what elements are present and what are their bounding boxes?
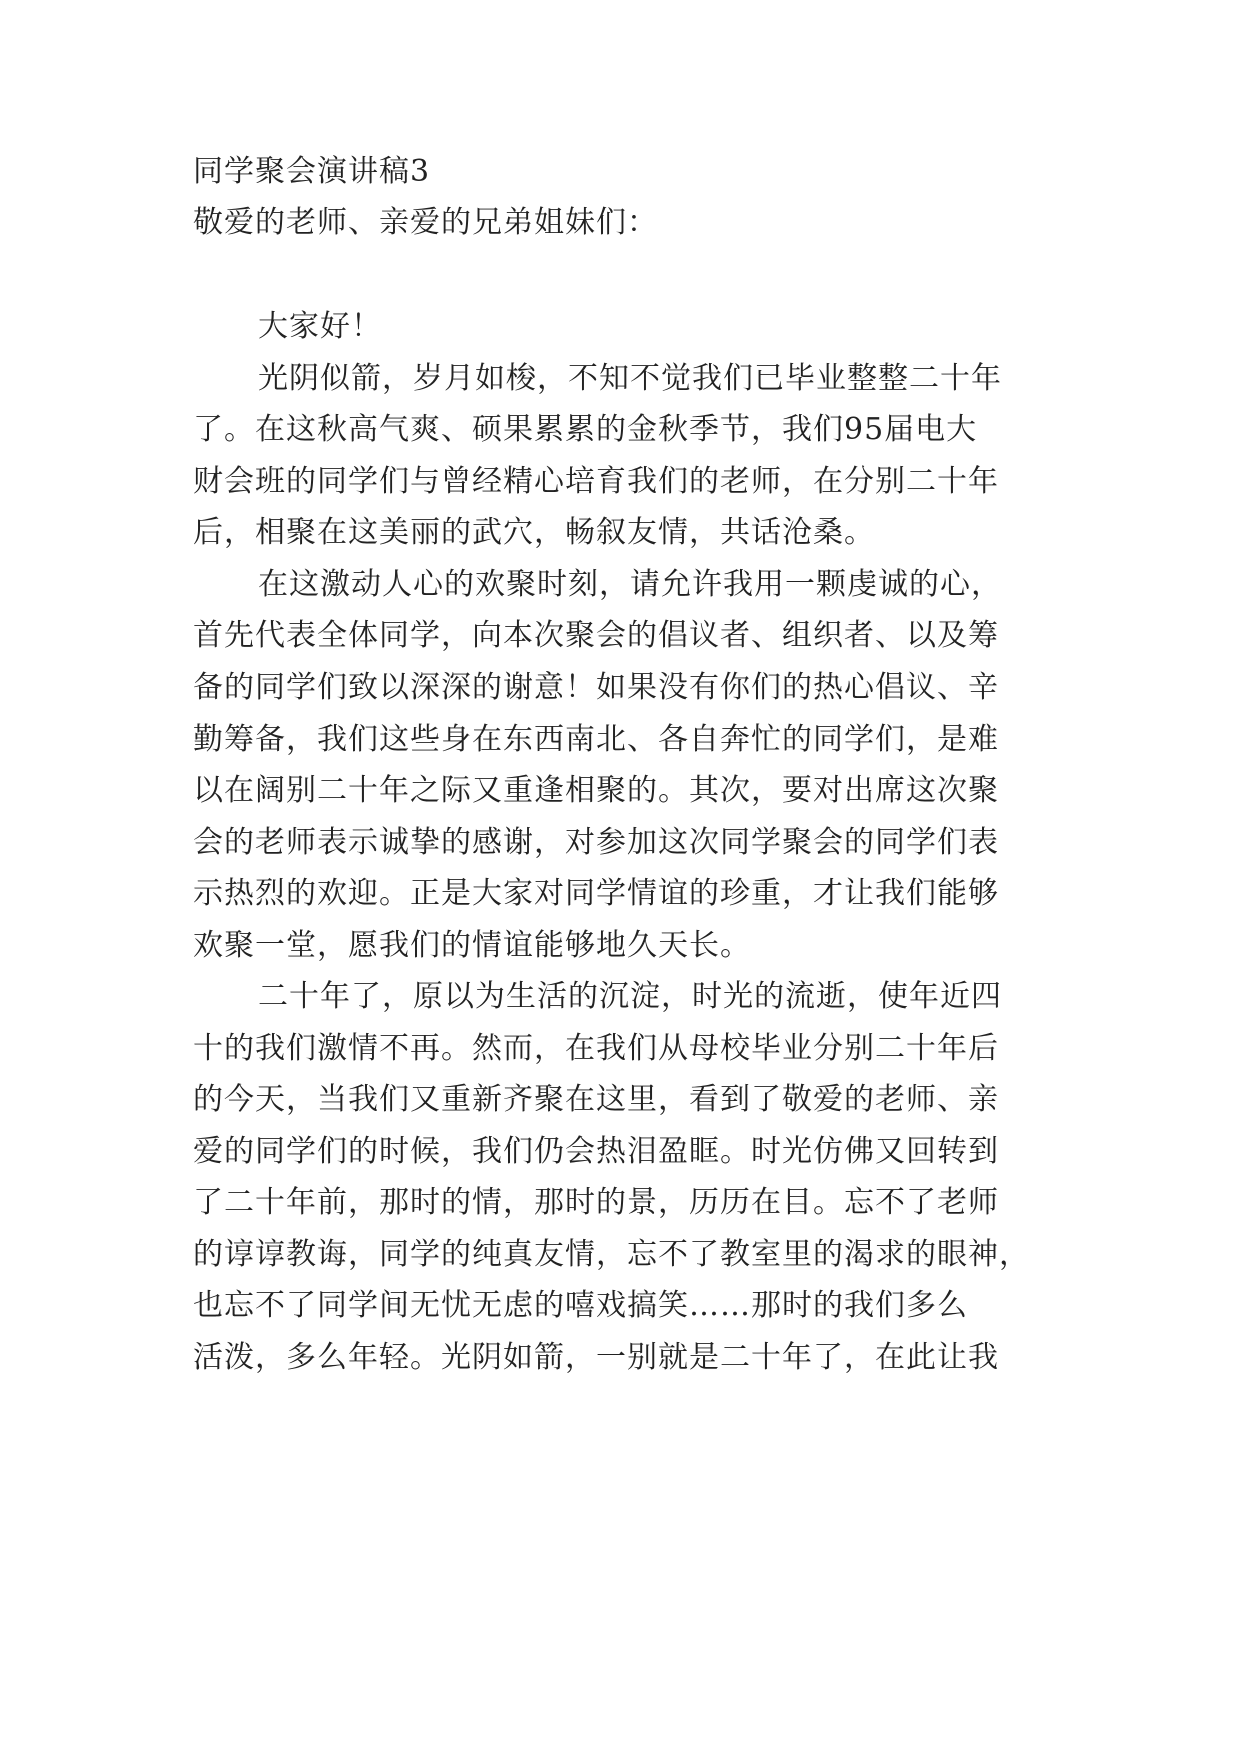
paragraph-line: 了二十年前，那时的情，那时的景，历历在目。忘不了老师 (193, 1185, 999, 1220)
paragraph-line: 会的老师表示诚挚的感谢，对参加这次同学聚会的同学们表 (193, 825, 999, 860)
paragraph-line: 大家好！ (258, 309, 382, 344)
paragraph-line: 欢聚一堂，愿我们的情谊能够地久天长。 (193, 928, 751, 963)
paragraph-line: 的谆谆教诲，同学的纯真友情，忘不了教室里的渴求的眼神， (193, 1237, 1030, 1272)
paragraph-line: 光阴似箭，岁月如梭，不知不觉我们已毕业整整二十年 (258, 361, 1002, 396)
paragraph-line: 十的我们激情不再。然而，在我们从母校毕业分别二十年后 (193, 1031, 999, 1066)
paragraph-line: 后，相聚在这美丽的武穴，畅叙友情，共话沧桑。 (193, 515, 875, 550)
salutation: 敬爱的老师、亲爱的兄弟姐妹们： (193, 205, 658, 240)
paragraph-line: 在这激动人心的欢聚时刻，请允许我用一颗虔诚的心， (258, 567, 1002, 602)
paragraph-line: 二十年了，原以为生活的沉淀，时光的流逝，使年近四 (258, 979, 1002, 1014)
paragraph-line: 财会班的同学们与曾经精心培育我们的老师，在分别二十年 (193, 464, 999, 499)
paragraph-line: 示热烈的欢迎。正是大家对同学情谊的珍重，才让我们能够 (193, 876, 999, 911)
paragraph-line: 备的同学们致以深深的谢意！如果没有你们的热心倡议、辛 (193, 670, 999, 705)
document-title: 同学聚会演讲稿3 (193, 154, 431, 189)
paragraph-line: 也忘不了同学间无忧无虑的嘻戏搞笑……那时的我们多么 (193, 1288, 968, 1323)
paragraph-line: 的今天，当我们又重新齐聚在这里，看到了敬爱的老师、亲 (193, 1082, 999, 1117)
paragraph-line: 爱的同学们的时候，我们仍会热泪盈眶。时光仿佛又回转到 (193, 1134, 999, 1169)
paragraph-line: 勤筹备，我们这些身在东西南北、各自奔忙的同学们，是难 (193, 722, 999, 757)
paragraph-line: 以在阔别二十年之际又重逢相聚的。其次，要对出席这次聚 (193, 773, 999, 808)
paragraph-line: 了。在这秋高气爽、硕果累累的金秋季节，我们95届电大 (193, 412, 978, 447)
paragraph-line: 活泼，多么年轻。光阴如箭，一别就是二十年了，在此让我 (193, 1340, 999, 1375)
paragraph-line: 首先代表全体同学，向本次聚会的倡议者、组织者、以及筹 (193, 618, 999, 653)
